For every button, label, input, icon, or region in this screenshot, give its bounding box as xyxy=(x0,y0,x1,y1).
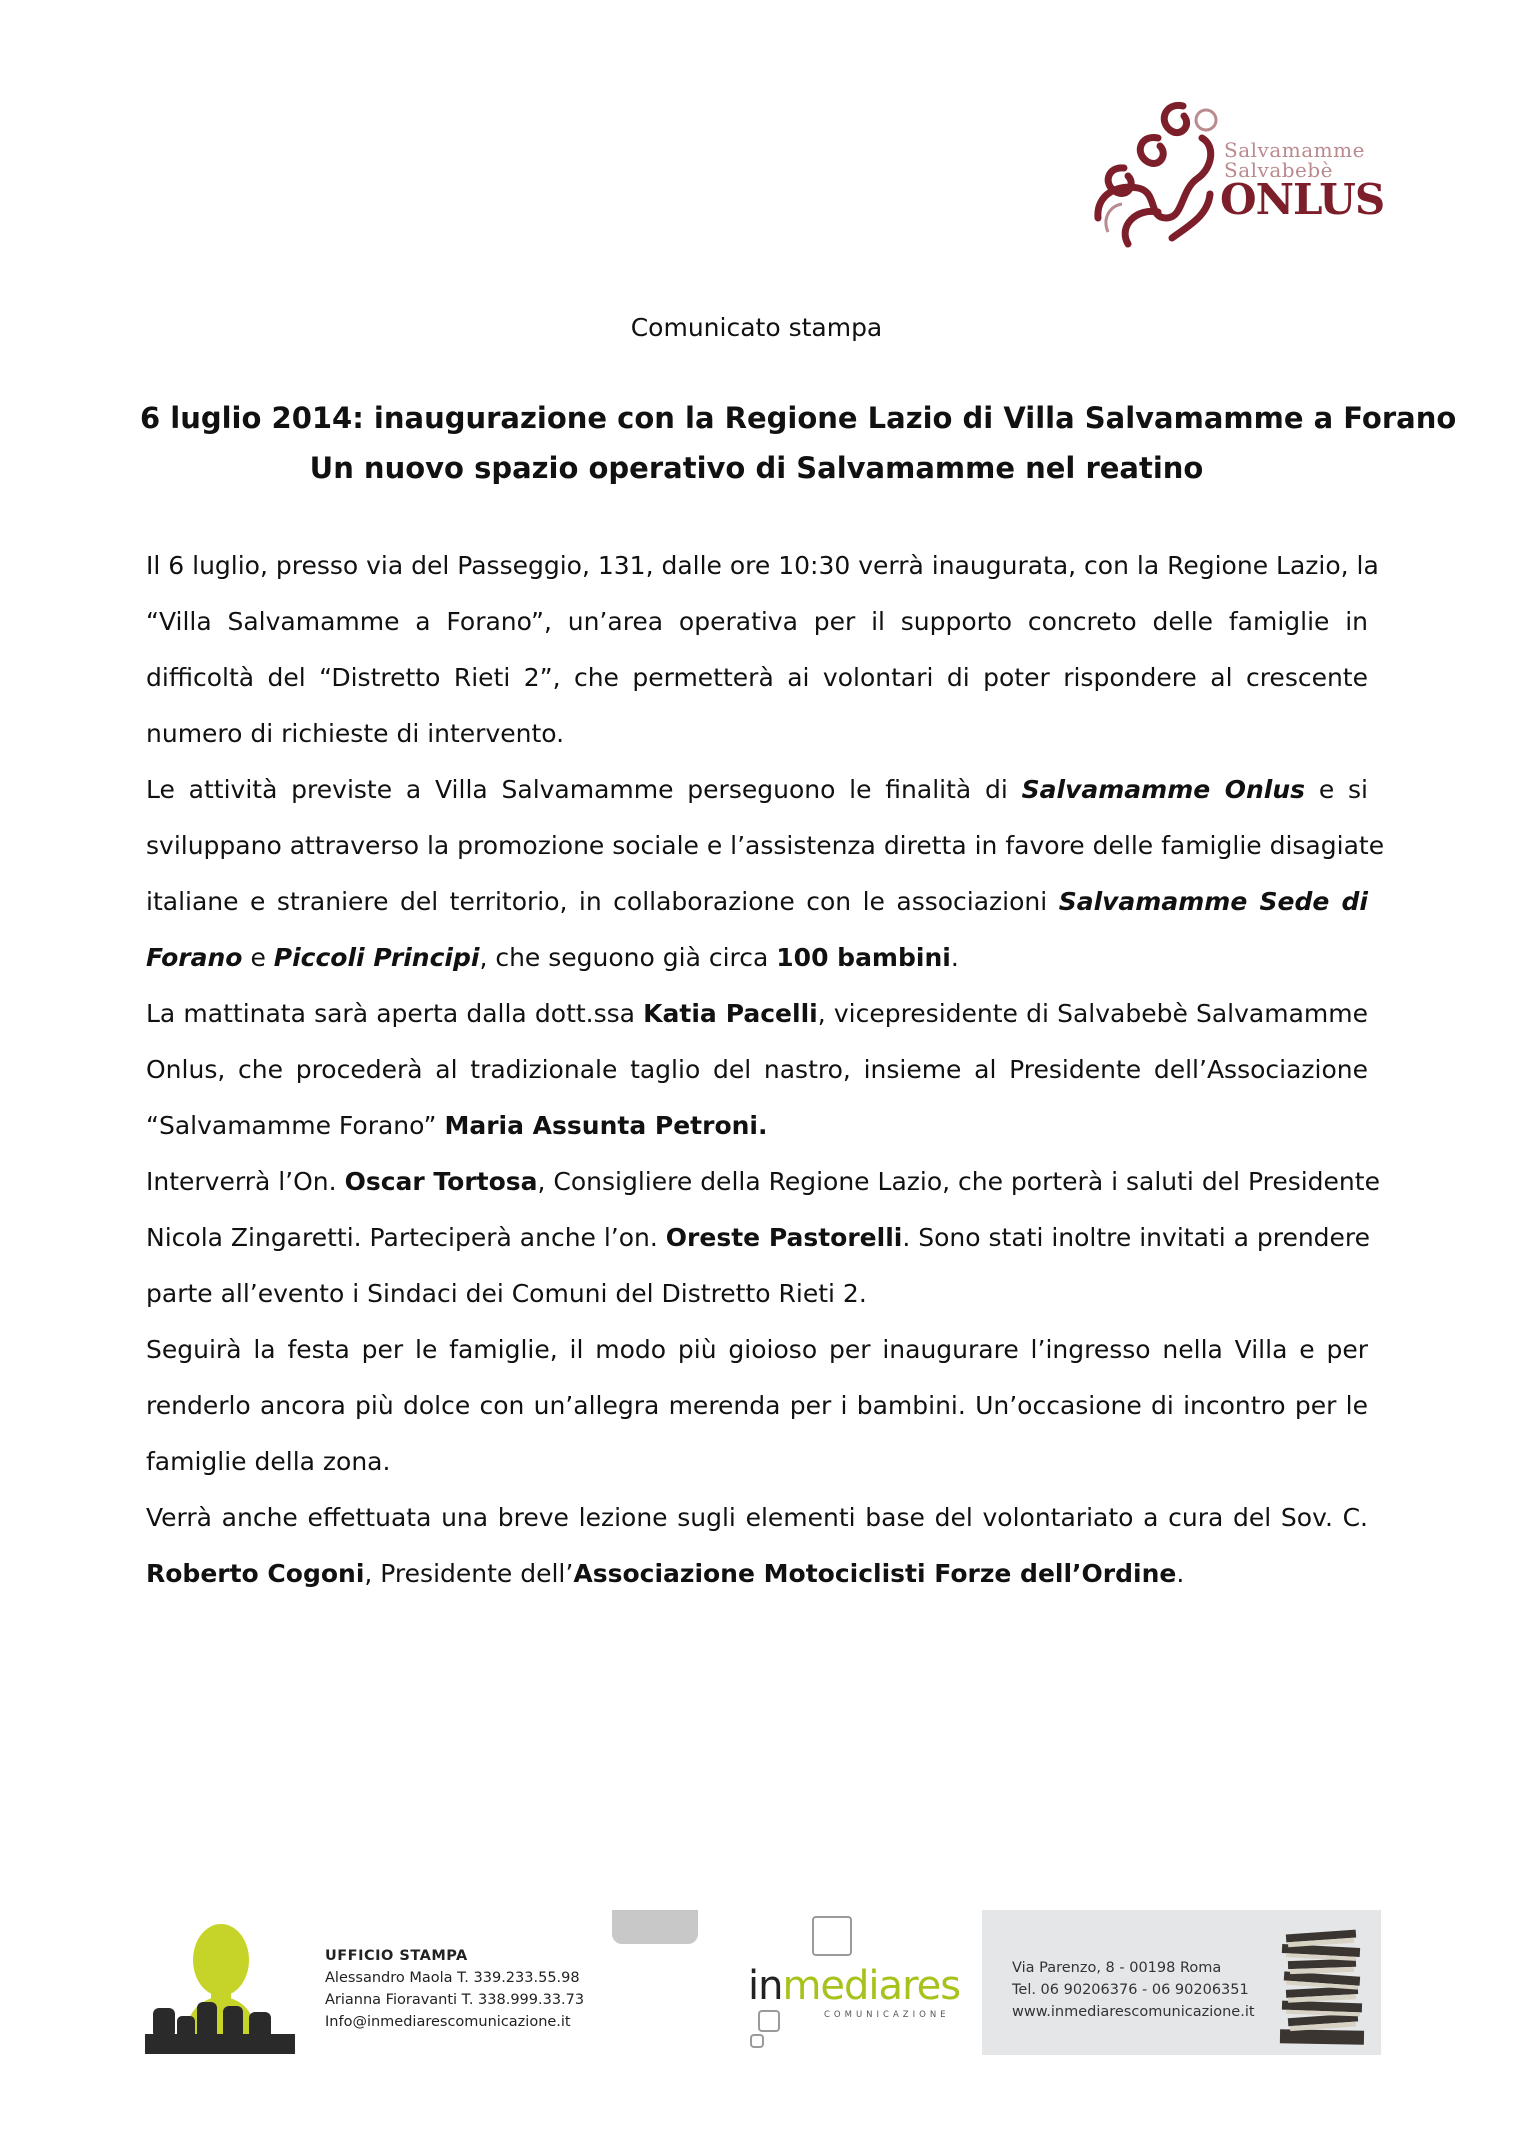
text-line: La mattinata sarà aperta dalla dott.ssa Katia Pacelli, vicepresidente di Salvabebè Salvamamme xyxy=(146,999,1368,1028)
salvamamme-logo xyxy=(1088,98,1385,248)
text-line: Verrà anche effettuata una breve lezione sugli elementi base del volontariato a cura del Sov. C. xyxy=(146,1503,1368,1532)
press-release-body xyxy=(146,538,1385,1602)
emphasis: Maria Assunta Petroni. xyxy=(444,1111,768,1140)
address-block xyxy=(1012,1957,1255,2023)
emphasis: Associazione Motociclisti Forze dell’Ordine xyxy=(573,1559,1177,1588)
footer xyxy=(0,1900,1513,2060)
website-link[interactable]: www.inmediarescomunicazione.it xyxy=(1012,2004,1255,2020)
text-line: difficoltà del “Distretto Rieti 2”, che permetterà ai volontari di poter rispondere al crescente xyxy=(146,663,1368,692)
inmediares-logo xyxy=(748,1916,961,2051)
text-line: Interverrà l’On. Oscar Tortosa, Consigliere della Regione Lazio, che porterà i saluti del Presidente xyxy=(146,1167,1380,1196)
newspaper-stack-icon xyxy=(1278,1918,1368,2052)
inmediares-subtitle: COMUNICAZIONE xyxy=(824,2010,950,2020)
paragraph-1 xyxy=(146,538,1379,762)
family-figures-icon xyxy=(1088,98,1228,248)
contact-email[interactable]: Info@inmediarescomunicazione.it xyxy=(325,2014,571,2030)
headline-line-2: Un nuovo spazio operativo di Salvamamme nel reatino xyxy=(309,451,1204,485)
emphasis: Salvamamme Onlus xyxy=(1021,775,1306,804)
text-line: Roberto Cogoni, Presidente dell’Associazione Motociclisti Forze dell’Ordine. xyxy=(146,1559,1185,1588)
spokesperson-figure-icon xyxy=(145,1916,295,2054)
text-line: “Villa Salvamamme a Forano”, un’area operativa per il supporto concreto delle famiglie in xyxy=(146,607,1368,636)
emphasis: Forano xyxy=(146,943,243,972)
text-line: famiglie della zona. xyxy=(146,1447,391,1476)
text-line: italiane e straniere del territorio, in collaborazione con le associazioni Salvamamme Sede di xyxy=(146,887,1368,916)
phone-line: Tel. 06 90206376 - 06 90206351 xyxy=(1012,1982,1249,1998)
emphasis: Oscar Tortosa xyxy=(344,1167,538,1196)
text-line: Seguirà la festa per le famiglie, il modo più gioioso per inaugurare l’ingresso nella Villa e per xyxy=(146,1335,1368,1364)
paragraph-3 xyxy=(146,986,1368,1154)
text-line: “Salvamamme Forano” Maria Assunta Petroni. xyxy=(146,1111,768,1140)
headline-line-1: 6 luglio 2014: inaugurazione con la Regione Lazio di Villa Salvamamme a Forano xyxy=(140,401,1457,435)
square-icon xyxy=(750,2034,764,2048)
office-title: UFFICIO STAMPA xyxy=(325,1948,468,1964)
paragraph-4 xyxy=(146,1154,1380,1322)
logo-line-1: Salvamamme xyxy=(1224,138,1365,162)
text-line: Forano e Piccoli Principi, che seguono già circa 100 bambini. xyxy=(146,943,959,972)
kicker: Comunicato stampa xyxy=(630,313,883,342)
text-line: Onlus, che procederà al tradizionale taglio del nastro, insieme al Presidente dell’Associazione xyxy=(146,1055,1368,1084)
logo-line-3: ONLUS xyxy=(1220,175,1385,224)
paragraph-6 xyxy=(146,1490,1368,1602)
address-box xyxy=(982,1910,1381,2055)
headline xyxy=(140,393,1457,493)
contact-line: Arianna Fioravanti T. 338.999.33.73 xyxy=(325,1992,585,2008)
inmediares-wordmark: inmediares xyxy=(748,1963,961,2009)
address-line: Via Parenzo, 8 - 00198 Roma xyxy=(1012,1960,1222,1976)
text-line: Le attività previste a Villa Salvamamme perseguono le finalità di Salvamamme Onlus e si xyxy=(146,775,1368,804)
text-line: parte all’evento i Sindaci dei Comuni del Distretto Rieti 2. xyxy=(146,1279,867,1308)
emphasis: Salvamamme Sede di xyxy=(1058,887,1368,916)
decorative-tab xyxy=(612,1910,698,1944)
square-icon xyxy=(812,1916,852,1956)
press-office-contacts xyxy=(325,1945,584,2033)
emphasis: Katia Pacelli xyxy=(643,999,818,1028)
square-icon xyxy=(758,2010,780,2032)
logo-line-2: Salvabebè xyxy=(1224,158,1334,182)
emphasis: Oreste Pastorelli xyxy=(665,1223,903,1252)
paragraph-2 xyxy=(146,762,1385,986)
contact-line: Alessandro Maola T. 339.233.55.98 xyxy=(325,1970,580,1986)
text-line: renderlo ancora più dolce con un’allegra merenda per i bambini. Un’occasione di incontro per le xyxy=(146,1391,1368,1420)
text-line: Nicola Zingaretti. Parteciperà anche l’on. Oreste Pastorelli. Sono stati inoltre invitati a prendere xyxy=(146,1223,1371,1252)
text-line: sviluppano attraverso la promozione sociale e l’assistenza diretta in favore delle famiglie disagiate xyxy=(146,831,1385,860)
emphasis: Roberto Cogoni xyxy=(146,1559,365,1588)
paragraph-5 xyxy=(146,1322,1368,1490)
text-line: Il 6 luglio, presso via del Passeggio, 131, dalle ore 10:30 verrà inaugurata, con la Regione Lazio, la xyxy=(146,551,1379,580)
text-line: numero di richieste di intervento. xyxy=(146,719,565,748)
emphasis: 100 bambini xyxy=(776,943,951,972)
emphasis: Piccoli Principi xyxy=(273,943,480,972)
